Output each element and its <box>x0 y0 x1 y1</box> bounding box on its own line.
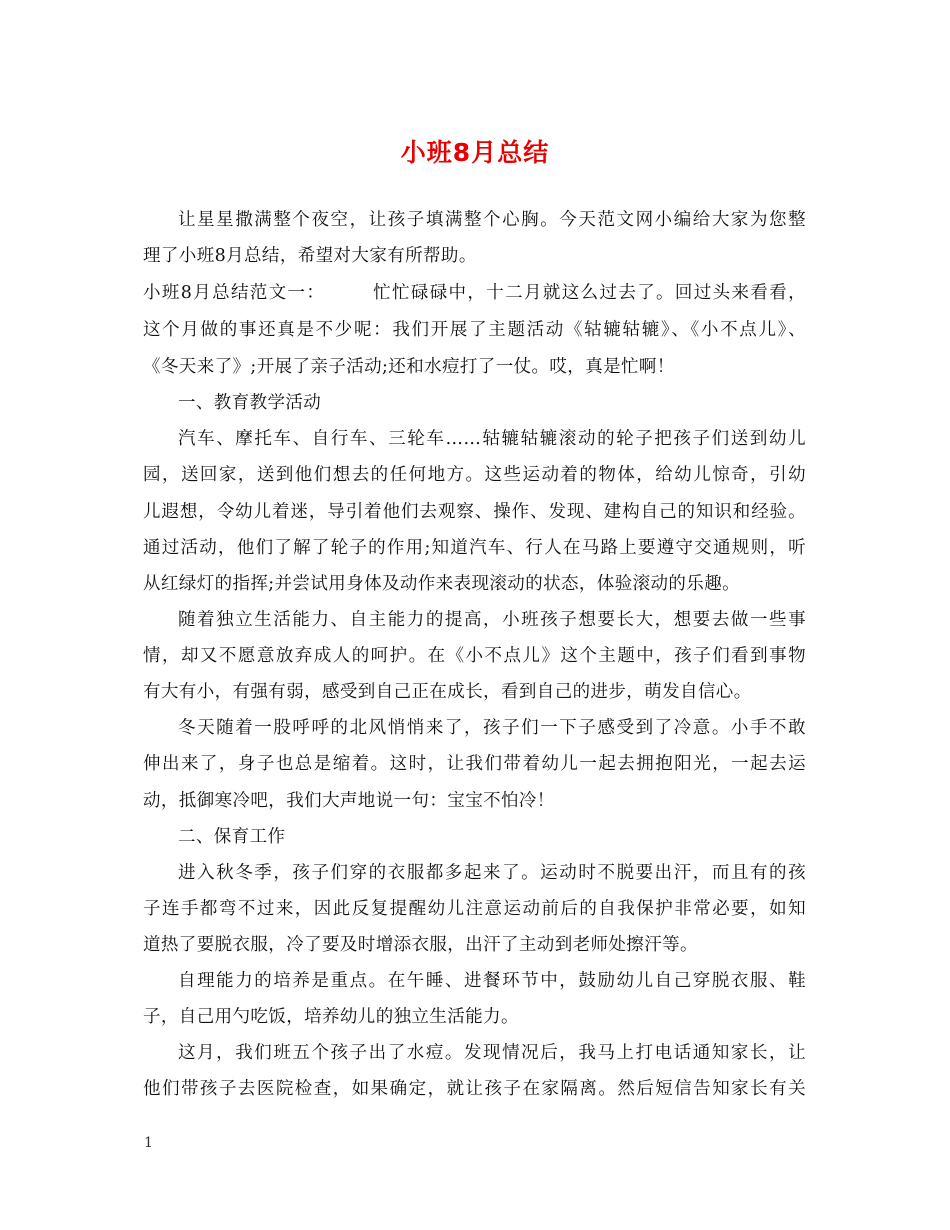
paragraph-line: 进入秋冬季，孩子们穿的衣服都多起来了。运动时不脱要出汗，而且有的孩 <box>178 863 806 883</box>
paragraph-line: 这月，我们班五个孩子出了水痘。发现情况后，我马上打电话通知家长，让 <box>178 1043 806 1063</box>
section-heading: 一、教育教学活动 <box>178 393 322 413</box>
paragraph-line: 随着独立生活能力、自主能力的提高，小班孩子想要长大，想要去做一些事 <box>178 610 806 630</box>
paragraph-line: 道热了要脱衣服，冷了要及时增添衣服，出汗了主动到老师处擦汗等。 <box>143 935 698 955</box>
paragraph-line: 自理能力的培养是重点。在午睡、进餐环节中，鼓励幼儿自己穿脱衣服、鞋 <box>178 971 806 991</box>
paragraph-line: 子，自己用勺吃饭，培养幼儿的独立生活能力。 <box>143 1007 519 1027</box>
paragraph-line: 园，送回家，送到他们想去的任何地方。这些运动着的物体，给幼儿惊奇，引幼 <box>143 465 806 485</box>
paragraph-line: 小班8月总结范文一： 忙忙碌碌中，十二月就这么过去了。回过头来看看， <box>143 283 806 303</box>
paragraph-line: 汽车、摩托车、自行车、三轮车……轱辘轱辘滚动的轮子把孩子们送到幼儿 <box>178 429 806 449</box>
paragraph-line: 子连手都弯不过来，因此反复提醒幼儿注意运动前后的自我保护非常必要，如知 <box>143 899 806 919</box>
paragraph-line: 冬天随着一股呼呼的北风悄悄来了，孩子们一下子感受到了冷意。小手不敢 <box>178 718 806 738</box>
paragraph-line: 理了小班8月总结，希望对大家有所帮助。 <box>143 246 477 266</box>
paragraph-line: 《冬天来了》;开展了亲子活动;还和水痘打了一仗。哎，真是忙啊！ <box>143 357 675 377</box>
paragraph-line: 儿遐想，令幼儿着迷，导引着他们去观察、操作、发现、建构自己的知识和经验。 <box>143 502 806 522</box>
page-number: 1 <box>144 1135 153 1151</box>
paragraph-line: 这个月做的事还真是不少呢：我们开展了主题活动《轱辘轱辘》、《小不点儿》、 <box>143 320 806 340</box>
paragraph-line: 情，却又不愿意放弃成人的呵护。在《小不点儿》这个主题中，孩子们看到事物 <box>143 646 806 666</box>
paragraph-line: 通过活动，他们了解了轮子的作用;知道汽车、行人在马路上要遵守交通规则，听 <box>143 538 806 558</box>
document-title: 小班8月总结 <box>400 138 550 167</box>
paragraph-line: 他们带孩子去医院检查，如果确定，就让孩子在家隔离。然后短信告知家长有关 <box>143 1079 806 1099</box>
paragraph-line: 从红绿灯的指挥;并尝试用身体及动作来表现滚动的状态，体验滚动的乐趣。 <box>143 574 740 594</box>
paragraph-line: 有大有小，有强有弱，感受到自己正在成长，看到自己的进步，萌发自信心。 <box>143 682 752 702</box>
paragraph-line: 让星星撒满整个夜空，让孩子填满整个心胸。今天范文网小编给大家为您整 <box>178 210 806 230</box>
paragraph-line: 伸出来了，身子也总是缩着。这时，让我们带着幼儿一起去拥抱阳光，一起去运 <box>143 754 806 774</box>
section-heading: 二、保育工作 <box>178 827 286 847</box>
paragraph-line: 动，抵御寒冷吧，我们大声地说一句：宝宝不怕冷！ <box>143 791 555 811</box>
